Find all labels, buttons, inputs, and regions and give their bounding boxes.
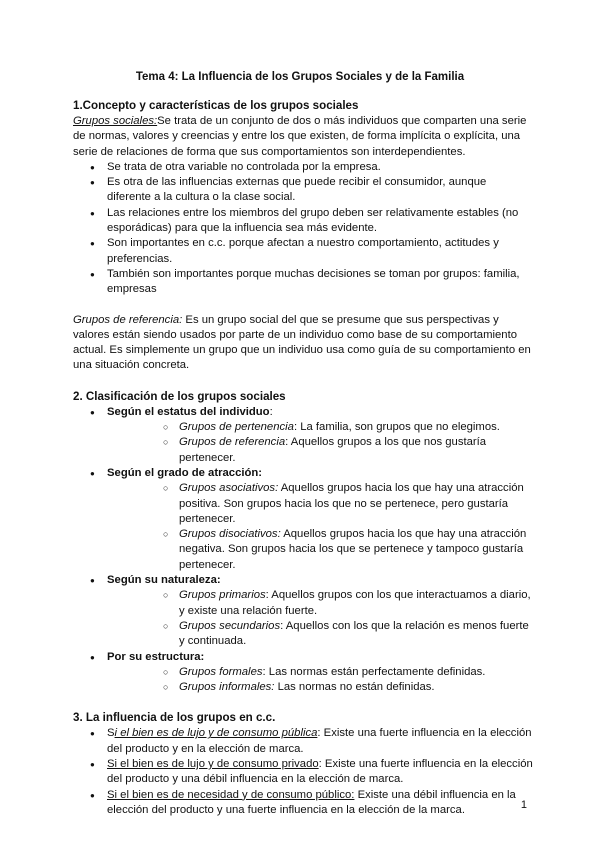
classification-group bbox=[73, 573, 533, 649]
item-term: Grupos de pertenencia bbox=[179, 421, 294, 434]
item-text: : Aquellos grupos a los que nos gustaría pertenecer. bbox=[179, 436, 487, 464]
item-term: Grupos asociativos: bbox=[179, 482, 279, 495]
item-term: Grupos informales: bbox=[179, 681, 275, 694]
item-term: Grupos secundarios bbox=[179, 619, 281, 632]
sublist-item bbox=[107, 665, 533, 680]
section-2-heading: 2. Clasificación de los grupos sociales bbox=[73, 389, 286, 403]
item-term: Grupos formales bbox=[179, 665, 263, 678]
section-1-bullet-list bbox=[73, 160, 533, 298]
item-lead: S bbox=[107, 727, 115, 740]
group-sublist bbox=[107, 588, 533, 649]
sublist-item bbox=[107, 481, 533, 527]
section-1-heading: 1.Concepto y características de los grupos sociales bbox=[73, 99, 359, 112]
item-term: Si el bien es de necesidad y de consumo público: bbox=[107, 788, 355, 801]
item-text: : Existe una fuerte influencia en la elección del producto y en la elección de marca. bbox=[107, 727, 532, 755]
item-text: Aquellos grupos hacia los que hay una atracción positiva. Son grupos hacia los que no se pertenece, pero gustaría pertenecer. bbox=[179, 482, 524, 525]
section-3-heading: 3. La influencia de los grupos en c.c. bbox=[73, 711, 276, 725]
definition-text: Se trata de un conjunto de dos o más individuos que comparten una serie de normas, valores y creencias y entre los que existen, de forma implícita o explícita, una serie de relaciones de forma que sus comportamientos son interdependientes. bbox=[73, 115, 527, 158]
document-title: Tema 4: La Influencia de los Grupos Sociales y de la Familia bbox=[135, 71, 465, 83]
list-item: ● También son importantes porque muchas decisiones se toman por grupos: familia, empresas bbox=[73, 267, 533, 298]
group-sublist bbox=[107, 481, 533, 573]
classification-list bbox=[73, 405, 533, 696]
list-item bbox=[73, 788, 533, 819]
document-body bbox=[73, 98, 533, 818]
classification-group bbox=[73, 405, 533, 466]
group-label: Según el grado de atracción: bbox=[107, 466, 263, 479]
group-label: Por su estructura: bbox=[107, 650, 205, 663]
group-label: Según el estatus del individuo bbox=[107, 405, 270, 418]
item-text: Las normas no están definidas. bbox=[274, 681, 435, 694]
sublist-item bbox=[107, 619, 533, 650]
definition-term: Grupos sociales: bbox=[73, 115, 158, 127]
group-sublist bbox=[107, 665, 533, 696]
definition-term: Grupos de referencia: bbox=[73, 313, 183, 326]
classification-group bbox=[73, 466, 533, 573]
item-text: Aquellos grupos hacia los que hay una atracción negativa. Son grupos hacia los que se pertenece y tampoco gustaría pertenecer. bbox=[179, 528, 527, 571]
item-text: Existe una débil influencia en la elección del producto y una fuerte influencia en la elección de la marca. bbox=[107, 788, 516, 816]
group-label-suffix: : bbox=[269, 405, 273, 418]
item-term: Grupos de referencia bbox=[179, 436, 286, 449]
page-number: 1 bbox=[520, 799, 527, 811]
group-label: Según su naturaleza: bbox=[107, 574, 221, 587]
sublist-item bbox=[107, 420, 533, 435]
list-item bbox=[73, 726, 533, 757]
list-item bbox=[73, 757, 533, 788]
item-text: : Aquellos con los que la relación es menos fuerte y continuada. bbox=[179, 619, 529, 648]
list-item: ● Son importantes en c.c. porque afectan a nuestro comportamiento, actitudes y preferencias. bbox=[73, 236, 533, 267]
definition-grupos-referencia bbox=[73, 313, 533, 374]
item-text: : La familia, son grupos que no elegimos. bbox=[293, 421, 500, 434]
list-item: ● Las relaciones entre los miembros del grupo deben ser relativamente estables (no esporádicas) para que la influencia sea más evidente. bbox=[73, 206, 533, 237]
sublist-item bbox=[107, 680, 533, 695]
sublist-item bbox=[107, 527, 533, 573]
item-term: Grupos disociativos: bbox=[179, 528, 281, 541]
sublist-item bbox=[107, 588, 533, 619]
item-term: Si el bien es de lujo y de consumo privado bbox=[107, 757, 319, 770]
item-term: i el bien es de lujo y de consumo pública bbox=[114, 727, 318, 740]
list-item: ● Se trata de otra variable no controlada por la empresa. bbox=[73, 160, 533, 175]
classification-group bbox=[73, 650, 533, 696]
item-term: Grupos primarios bbox=[179, 589, 266, 602]
item-text: : Las normas están perfectamente definidas. bbox=[262, 665, 486, 678]
item-text: : Aquellos grupos con los que interactuamos a diario, y existe una relación fuerte. bbox=[179, 589, 531, 617]
section-3-bullet-list bbox=[73, 726, 533, 818]
definition-grupos-sociales bbox=[73, 114, 533, 160]
group-sublist bbox=[107, 420, 533, 466]
definition-text: Es un grupo social del que se presume que sus perspectivas y valores están siendo usados por parte de un individuo como base de su comportamiento actual. Es simplemente un grupo que un individuo usa como guía de su comportamiento en una situación concreta. bbox=[73, 313, 531, 372]
list-item: ● Es otra de las influencias externas que puede recibir el consumidor, aunque diferente a la cultura o la clase social. bbox=[73, 175, 533, 206]
item-text: : Existe una fuerte influencia en la elección del producto y una débil influencia en la elección de marca. bbox=[107, 757, 533, 786]
sublist-item bbox=[107, 435, 533, 466]
